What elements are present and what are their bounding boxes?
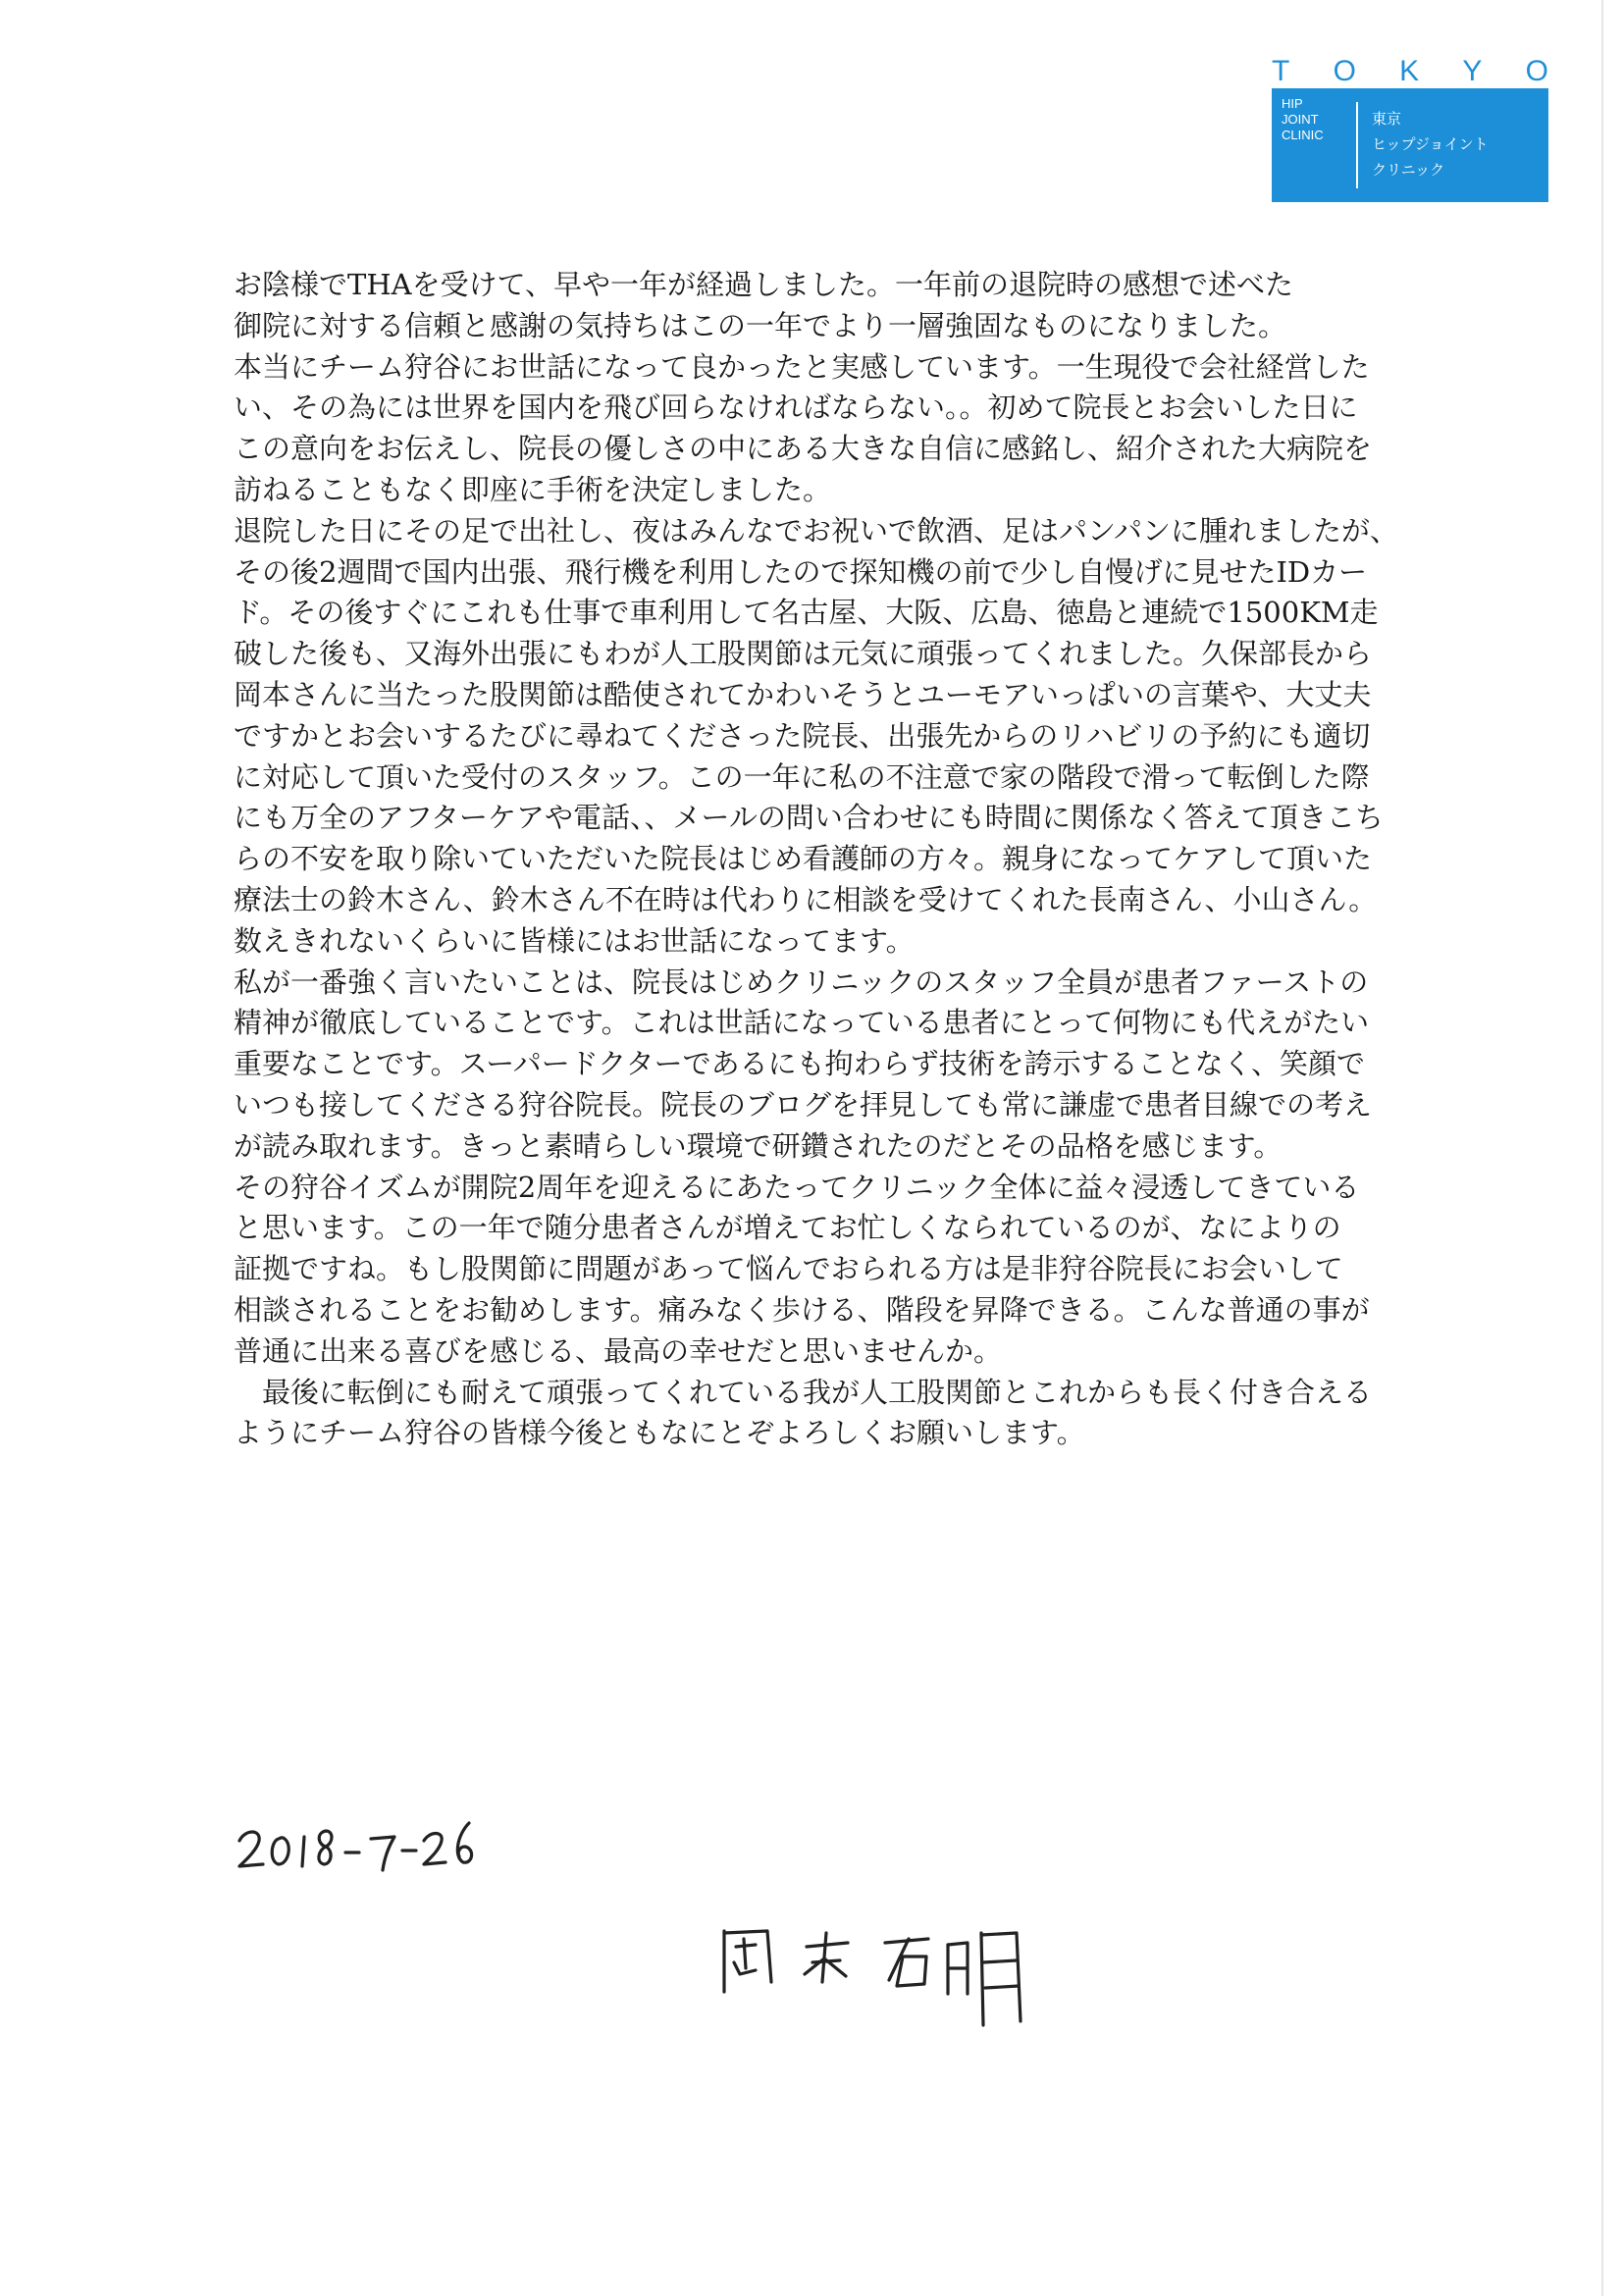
letter-line: 最後に転倒にも耐えて頑張ってくれている我が人工股関節とこれからも長く付き合える: [234, 1375, 1373, 1409]
logo-letter: T: [1272, 55, 1290, 87]
logo-letter: O: [1525, 55, 1548, 87]
letter-line: いつも接してくださる狩谷院長。院長のブログを拝見しても常に謙虚で患者目線での考え: [234, 1087, 1373, 1122]
letter-line: その狩谷イズムが開院2周年を迎えるにあたってクリニック全体に益々浸透してきている: [234, 1170, 1360, 1204]
letter-line: 証拠ですね。もし股関節に問題があって悩んでおられる方は是非狩谷院長にお会いして: [234, 1252, 1343, 1286]
logo-letter: K: [1399, 55, 1420, 87]
handwritten-signature: [716, 1923, 1040, 2031]
letter-line: 退院した日にその足で出社し、夜はみんなでお祝いで飲酒、足はパンパンに腫れましたが、: [234, 513, 1398, 548]
logo-japanese-line: クリニック: [1372, 161, 1445, 179]
letter-line: 相談されることをお勧めします。痛みなく歩ける、階段を昇降できる。こんな普通の事が: [234, 1292, 1370, 1327]
logo-japanese-line: ヒップジョイント: [1372, 135, 1489, 153]
letter-line: 本当にチーム狩谷にお世話になって良かったと実感しています。一生現役で会社経営した: [234, 349, 1370, 384]
letter-line: 数えきれないくらいに皆様にはお世話になってます。: [234, 923, 915, 958]
letter-line: 御院に対する信頼と感謝の気持ちはこの一年でより一層強固なものになりました。: [234, 308, 1287, 342]
letter-line: 訪ねることもなく即座に手術を決定しました。: [234, 472, 832, 506]
letter-line: にも万全のアフターケアや電話、、メールの問い合わせにも時間に関係なく答えて頂きこち: [234, 801, 1384, 835]
letter-line: ド。その後すぐにこれも仕事で車利用して名古屋、大阪、広島、徳島と連続で1500KM走: [234, 596, 1379, 630]
logo-divider: [1356, 102, 1358, 188]
letter-line: この意向をお伝えし、院長の優しさの中にある大きな自信に感銘し、紹介された大病院を: [234, 432, 1373, 466]
handwritten-date: [236, 1801, 530, 1880]
letter-line: お陰様でTHAを受けて、早や一年が経過しました。一年前の退院時の感想で述べた: [234, 268, 1293, 301]
logo-japanese-line: 東京: [1372, 110, 1402, 128]
clinic-logo: [1272, 88, 1548, 202]
logo-letter: O: [1333, 55, 1356, 87]
logo-japanese-text: [1372, 106, 1489, 183]
letter-line: 岡本さんに当たった股関節は酷使されてかわいそうとユーモアいっぱいの言葉や、大丈夫: [234, 677, 1372, 711]
letter-line: に対応して頂いた受付のスタッフ。この一年に私の不注意で家の階段で滑って転倒した際: [234, 759, 1370, 794]
letter-line: と思います。この一年で随分患者さんが増えてお忙しくなられているのが、なによりの: [234, 1211, 1341, 1245]
letter-line: 療法士の鈴木さん、鈴木さん不在時は代わりに相談を受けてくれた長南さん、小山さん。: [234, 882, 1378, 916]
letter-line: 普通に出来る喜びを感じる、最高の幸せだと思いませんか。: [234, 1333, 1003, 1368]
scan-edge-line: [1601, 0, 1603, 2296]
logo-wordmark: [1272, 55, 1548, 88]
letter-line: 破した後も、又海外出張にもわが人工股関節は元気に頑張ってくれました。久保部長から: [234, 637, 1373, 671]
letter-line: ですかとお会いするたびに尋ねてくださった院長、出張先からのリハビリの予約にも適切: [234, 718, 1371, 753]
letter-line: ようにチーム狩谷の皆様今後ともなにとぞよろしくお願いします。: [234, 1416, 1085, 1450]
letter-line: が読み取れます。きっと素晴らしい環境で研鑽されたのだとその品格を感じます。: [234, 1128, 1283, 1163]
letter-line: らの不安を取り除いていただいた院長はじめ看護師の方々。親身になってケアして頂いた: [234, 842, 1373, 876]
letter-line: その後2週間で国内出張、飛行機を利用したので探知機の前で少し自慢げに見せたIDカー: [234, 554, 1368, 589]
letter-body: [234, 265, 1411, 1454]
letter-line: 重要なことです。スーパードクターであるにも拘わらず技術を誇示することなく、笑顔で: [234, 1047, 1366, 1081]
logo-english-text: [1282, 96, 1324, 143]
letter-line: い、その為には世界を国内を飛び回らなければならない。。初めて院長とお会いした日に: [234, 391, 1358, 425]
letter-line: 精神が徹底していることです。これは世話になっている患者にとって何物にも代えがたい: [234, 1006, 1370, 1040]
letter-line: 私が一番強く言いたいことは、院長はじめクリニックのスタッフ全員が患者ファーストの: [234, 965, 1369, 999]
logo-english-line: HIP: [1282, 96, 1303, 111]
logo-letter: Y: [1462, 55, 1483, 87]
logo-english-line: JOINT: [1282, 112, 1319, 127]
logo-english-line: CLINIC: [1282, 128, 1324, 142]
